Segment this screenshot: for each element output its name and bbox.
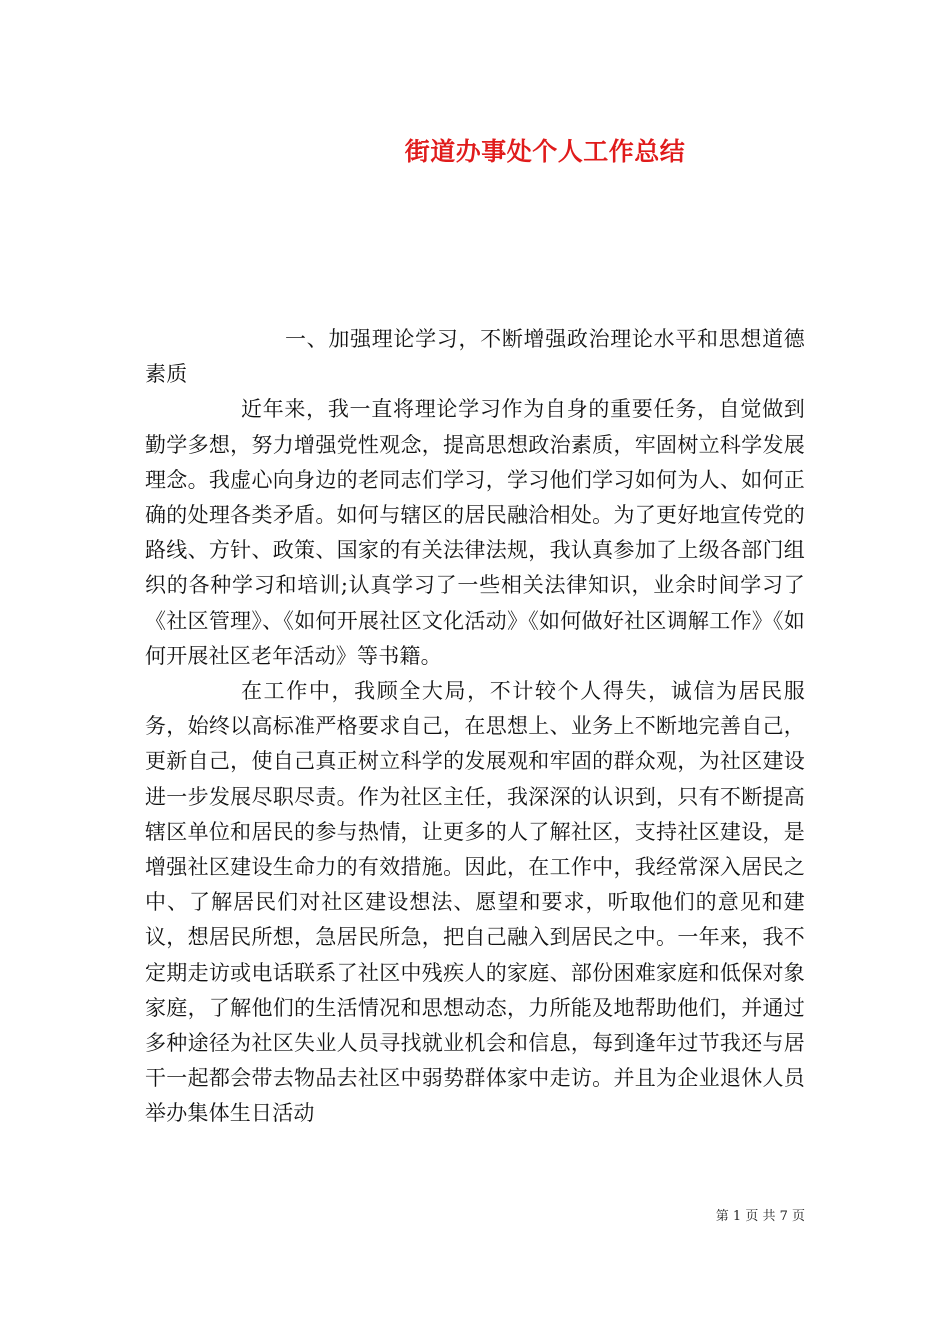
section-heading: 一、加强理论学习，不断增强政治理论水平和思想道德素质 xyxy=(145,327,805,387)
page-number-footer: 第 1 页 共 7 页 xyxy=(715,1209,805,1224)
body-paragraph-1: 近年来，我一直将理论学习作为自身的重要任务，自觉做到勤学多想，努力增强党性观念，提高思想政治素质，牢固树立科学发展理念。我虚心向身边的老同志们学习，学习他们学习如何为人、如何正确的处理各类矛盾。如何与辖区的居民融洽相处。为了更好地宣传党的路线、方针、政策、国家的有关法律法规，我认真参加了上级各部门组织的各种学习和培训;认真学习了一些相关法律知识，业余时间学习了《社区管理》、《如何开展社区文化活动》《如何做好社区调解工作》《如何开展社区老年活动》等书籍。 xyxy=(145,397,805,668)
body-paragraph-2: 在工作中，我顾全大局，不计较个人得失，诚信为居民服务，始终以高标准严格要求自己，在思想上、业务上不断地完善自己，更新自己，使自己真正树立科学的发展观和牢固的群众观，为社区建设进一步发展尽职尽责。作为社区主任，我深深的认识到，只有不断提高辖区单位和居民的参与热情，让更多的人了解社区，支持社区建设，是增强社区建设生命力的有效措施。因此，在工作中，我经常深入居民之中、了解居民们对社区建设想法、愿望和要求，听取他们的意见和建议，想居民所想，急居民所急，把自己融入到居民之中。一年来，我不定期走访或电话联系了社区中残疾人的家庭、部份困难家庭和低保对象家庭，了解他们的生活情况和思想动态，力所能及地帮助他们，并通过多种途径为社区失业人员寻找就业机会和信息，每到逢年过节我还与居干一起都会带去物品去社区中弱势群体家中走访。并且为企业退休人员举办集体生日活动 xyxy=(145,679,805,1126)
document-title: 街道办事处个人工作总结 xyxy=(404,137,686,166)
document-body xyxy=(145,322,805,1132)
